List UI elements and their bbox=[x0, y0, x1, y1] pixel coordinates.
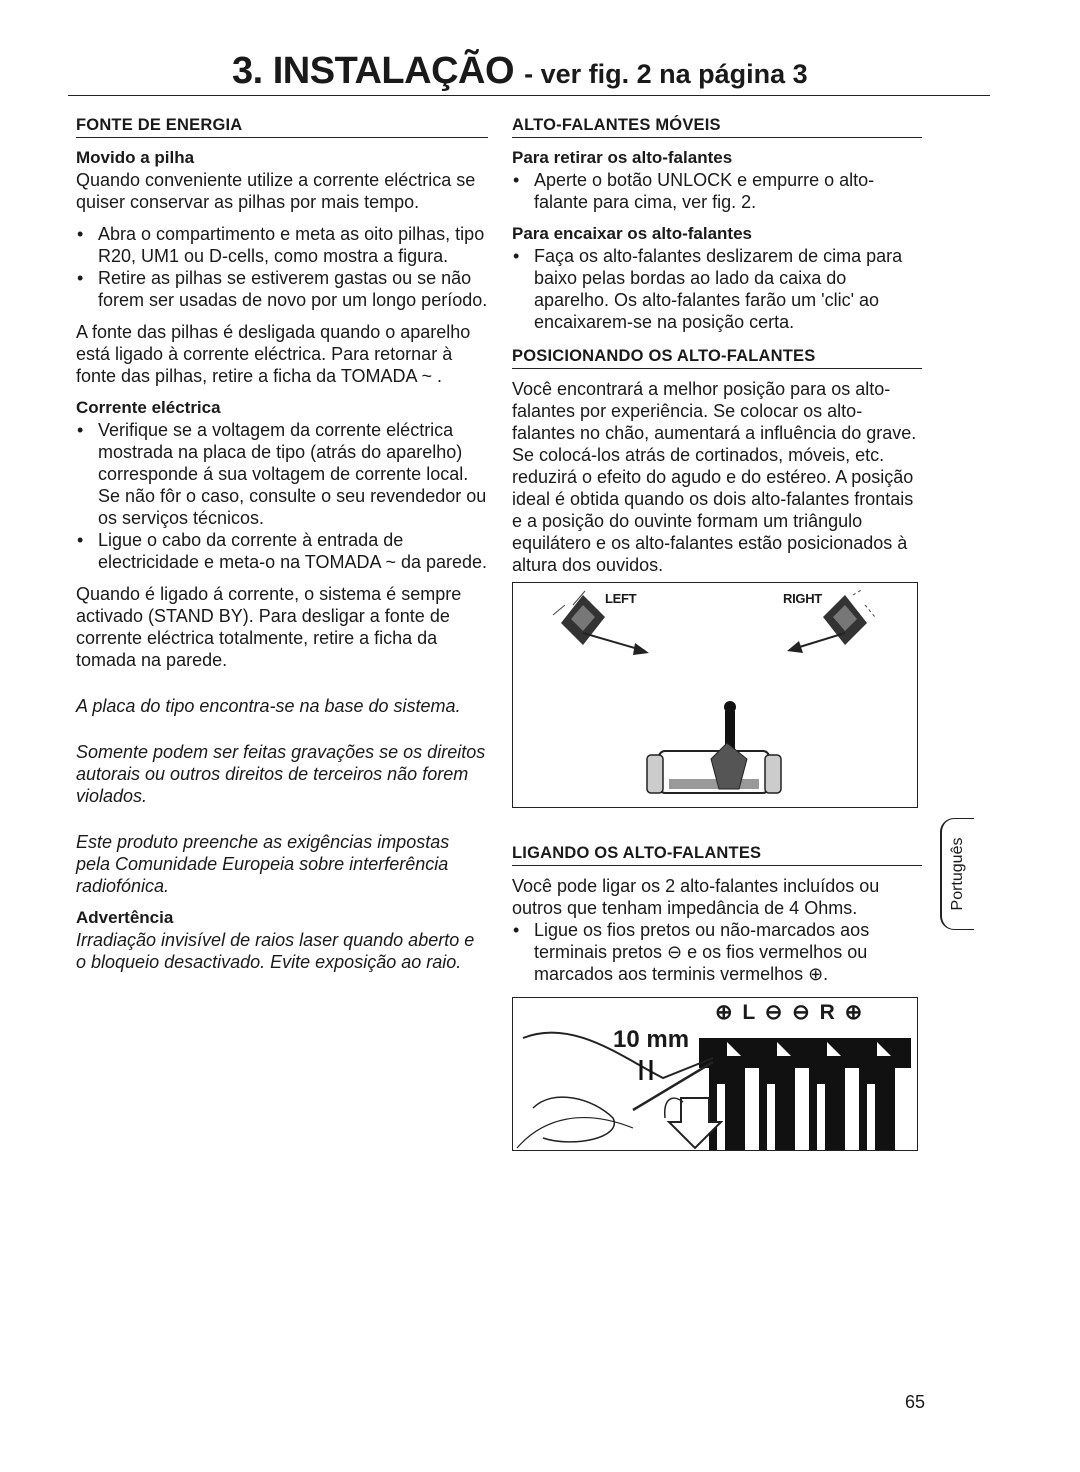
paragraph-advertencia: Irradiação invisível de raios laser quando aberto e o bloqueio desactivado. Evite exposição ao raio. bbox=[76, 930, 475, 972]
section-heading-fonte: FONTE DE ENERGIA bbox=[76, 116, 488, 138]
subheading-retirar: Para retirar os alto-falantes bbox=[512, 148, 733, 167]
subheading-encaixar: Para encaixar os alto-falantes bbox=[512, 224, 753, 243]
terminal-block-icon bbox=[699, 1038, 911, 1150]
list-item: • Ligue o cabo da corrente à entrada de electricidade e meta-o na TOMADA ~ da parede. bbox=[76, 529, 488, 573]
bullet-list-encaixar bbox=[512, 245, 922, 333]
list-item: • Retire as pilhas se estiverem gastas ou se não forem ser usadas de novo por um longo período. bbox=[76, 267, 488, 311]
left-speaker-label: LEFT bbox=[605, 591, 637, 606]
speaker-placement-illustration bbox=[513, 583, 917, 807]
hand-with-wire-icon bbox=[517, 1033, 721, 1148]
section-heading-ligando: LIGANDO OS ALTO-FALANTES bbox=[512, 844, 922, 866]
right-speaker-icon bbox=[787, 589, 875, 653]
paragraph-pilhas: A fonte das pilhas é desligada quando o aparelho está ligado à corrente eléctrica. Para retornar à fonte das pilhas, retire a ficha da TOMADA ~ . bbox=[76, 322, 471, 386]
subheading-movido: Movido a pilha bbox=[76, 148, 195, 167]
bullet-list-ligando bbox=[512, 919, 922, 985]
paragraph-ligando: Você pode ligar os 2 alto-falantes incluídos ou outros que tenham impedância de 4 Ohms. bbox=[512, 876, 880, 918]
listener-sofa-icon bbox=[647, 701, 781, 793]
language-label: Português bbox=[949, 837, 966, 911]
note-interferencia: Este produto preenche as exigências impostas pela Comunidade Europeia sobre interferência radiofónica. bbox=[76, 832, 450, 896]
page-title bbox=[232, 50, 808, 93]
subheading-corrente: Corrente eléctrica bbox=[76, 398, 221, 417]
polarity-label: ⊕ L ⊖ ⊖ R ⊕ bbox=[715, 1001, 865, 1024]
speaker-placement-figure bbox=[512, 582, 918, 808]
page-number: 65 bbox=[905, 1392, 926, 1412]
list-item: • Faça os alto-falantes deslizarem de cima para baixo pelas bordas ao lado da caixa do aparelho. Os alto-falantes farão um 'clic' ao encaixarem-se na posição certa. bbox=[512, 245, 922, 333]
right-speaker-label: RIGHT bbox=[783, 591, 822, 606]
paragraph-movido: Quando conveniente utilize a corrente eléctrica se quiser conservar as pilhas por mais tempo. bbox=[76, 170, 476, 212]
paragraph-posicionando: Você encontrará a melhor posição para os alto-falantes por experiência. Se colocar os alto-falantes no chão, aumentará a influência do grave. Se colocá-los atrás de cortinados, móveis, etc. reduzirá o efeito do agudo e do estéreo. A posição ideal é obtida quando os dois alto-falantes frontais e a posição do ouvinte formam um triângulo equilátero e os alto-falantes estão posicionados à altura dos ouvidos. bbox=[512, 379, 917, 575]
terminal-illustration bbox=[513, 998, 917, 1150]
subheading-advertencia: Advertência bbox=[76, 908, 174, 927]
left-speaker-icon bbox=[553, 591, 649, 655]
title-main: 3. INSTALAÇÃO bbox=[232, 50, 515, 92]
paragraph-standby: Quando é ligado á corrente, o sistema é sempre activado (STAND BY). Para desligar a fonte de corrente eléctrica totalmente, retire a ficha da tomada na parede. bbox=[76, 584, 462, 670]
bullet-list-corrente bbox=[76, 419, 488, 573]
section-heading-moveis: ALTO-FALANTES MÓVEIS bbox=[512, 116, 922, 138]
bullet-list-movido bbox=[76, 223, 488, 311]
terminal-connection-figure bbox=[512, 997, 918, 1151]
list-item: • Ligue os fios pretos ou não-marcados aos terminais pretos ⊖ e os fios vermelhos ou marcados aos terminis vermelhos ⊕. bbox=[512, 919, 922, 985]
wire-length-label: 10 mm bbox=[613, 1026, 690, 1053]
note-gravacoes: Somente podem ser feitas gravações se os direitos autorais ou outros direitos de terceiros não forem violados. bbox=[76, 742, 486, 806]
language-side-tab bbox=[940, 818, 974, 930]
bullet-list-retirar bbox=[512, 169, 922, 213]
note-placa: A placa do tipo encontra-se na base do sistema. bbox=[76, 696, 461, 716]
right-column bbox=[512, 116, 922, 1151]
list-item: • Aperte o botão UNLOCK e empurre o alto-falante para cima, ver fig. 2. bbox=[512, 169, 922, 213]
title-subtitle: - ver fig. 2 na página 3 bbox=[524, 59, 808, 89]
list-item: • Abra o compartimento e meta as oito pilhas, tipo R20, UM1 ou D-cells, como mostra a figura. bbox=[76, 223, 488, 267]
list-item: • Verifique se a voltagem da corrente eléctrica mostrada na placa de tipo (atrás do aparelho) corresponde á sua voltagem de corrente local. Se não fôr o caso, consulte o seu revendedor ou os serviços técnicos. bbox=[76, 419, 488, 529]
section-heading-posicionando: POSICIONANDO OS ALTO-FALANTES bbox=[512, 347, 922, 369]
left-column bbox=[76, 116, 488, 973]
title-rule bbox=[68, 95, 990, 96]
